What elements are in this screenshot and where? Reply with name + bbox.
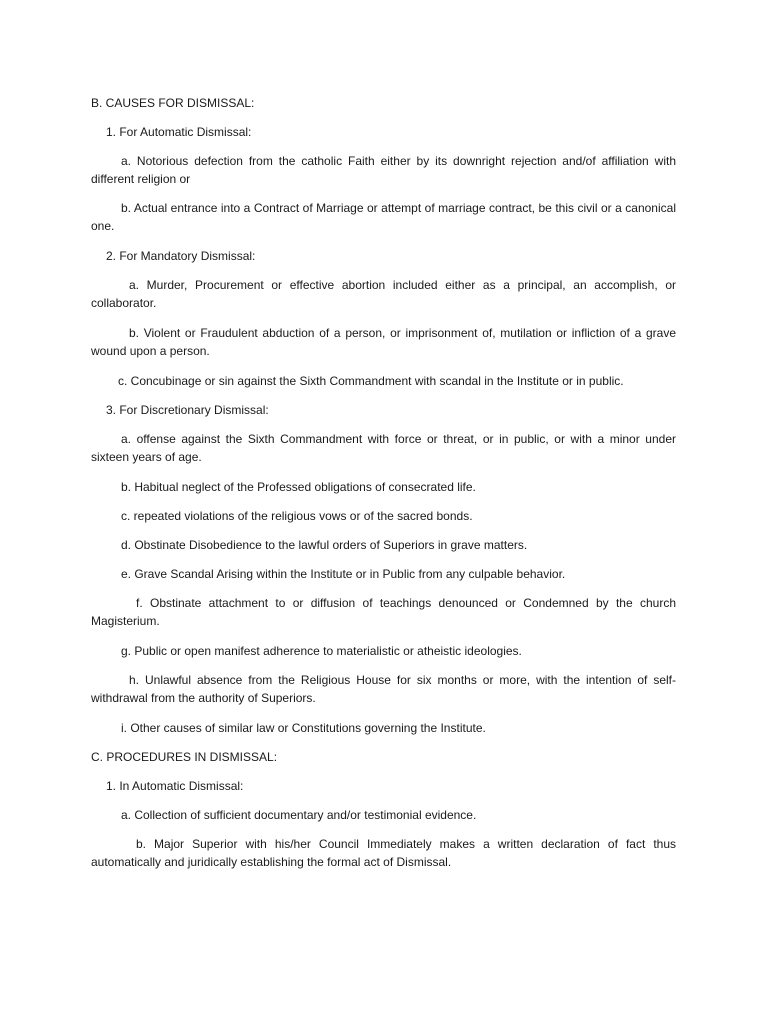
section-b1-item-a: a. Notorious defection from the catholic Faith either by its downright rejection and/of affiliation with different religion or — [91, 154, 676, 186]
section-b3-item-c: c. repeated violations of the religious vows or of the sacred bonds. — [121, 509, 473, 523]
section-b3-item-h: h. Unlawful absence from the Religious House for six months or more, with the intention of self-withdrawal from the authority of Superiors. — [91, 673, 676, 705]
section-b3-item-g: g. Public or open manifest adherence to materialistic or atheistic ideologies. — [121, 644, 522, 658]
section-b2-item-b: b. Violent or Fraudulent abduction of a person, or imprisonment of, mutilation or infliction of a grave wound upon a person. — [91, 326, 676, 358]
section-b2-item-c: c. Concubinage or sin against the Sixth Commandment with scandal in the Institute or in public. — [118, 374, 624, 388]
section-b1-heading: 1. For Automatic Dismissal: — [106, 125, 252, 139]
section-b3-item-b: b. Habitual neglect of the Professed obligations of consecrated life. — [121, 480, 476, 494]
section-b3-item-i: i. Other causes of similar law or Constitutions governing the Institute. — [121, 721, 486, 735]
section-b3-item-f: f. Obstinate attachment to or diffusion of teachings denounced or Condemned by the church Magisterium. — [91, 596, 676, 628]
section-b1-item-b: b. Actual entrance into a Contract of Marriage or attempt of marriage contract, be this civil or a canonical one. — [91, 201, 676, 233]
section-b3-item-a: a. offense against the Sixth Commandment with force or threat, or in public, or with a minor under sixteen years of age. — [91, 432, 676, 464]
section-b3-item-e: e. Grave Scandal Arising within the Institute or in Public from any culpable behavior. — [121, 567, 566, 581]
section-b2-item-a: a. Murder, Procurement or effective abortion included either as a principal, an accomplish, or collaborator. — [91, 278, 676, 310]
section-b3-heading: 3. For Discretionary Dismissal: — [106, 403, 269, 417]
section-c1-item-a: a. Collection of sufficient documentary and/or testimonial evidence. — [121, 808, 477, 822]
section-c1-item-b: b. Major Superior with his/her Council Immediately makes a written declaration of fact thus automatically and juridically establishing the formal act of Dismissal. — [91, 837, 676, 869]
section-c1-heading: 1. In Automatic Dismissal: — [106, 779, 244, 793]
section-c-heading: C. PROCEDURES IN DISMISSAL: — [91, 750, 278, 764]
section-b3-item-d: d. Obstinate Disobedience to the lawful orders of Superiors in grave matters. — [121, 538, 528, 552]
section-b-heading: B. CAUSES FOR DISMISSAL: — [91, 96, 255, 110]
section-b2-heading: 2. For Mandatory Dismissal: — [106, 249, 256, 263]
